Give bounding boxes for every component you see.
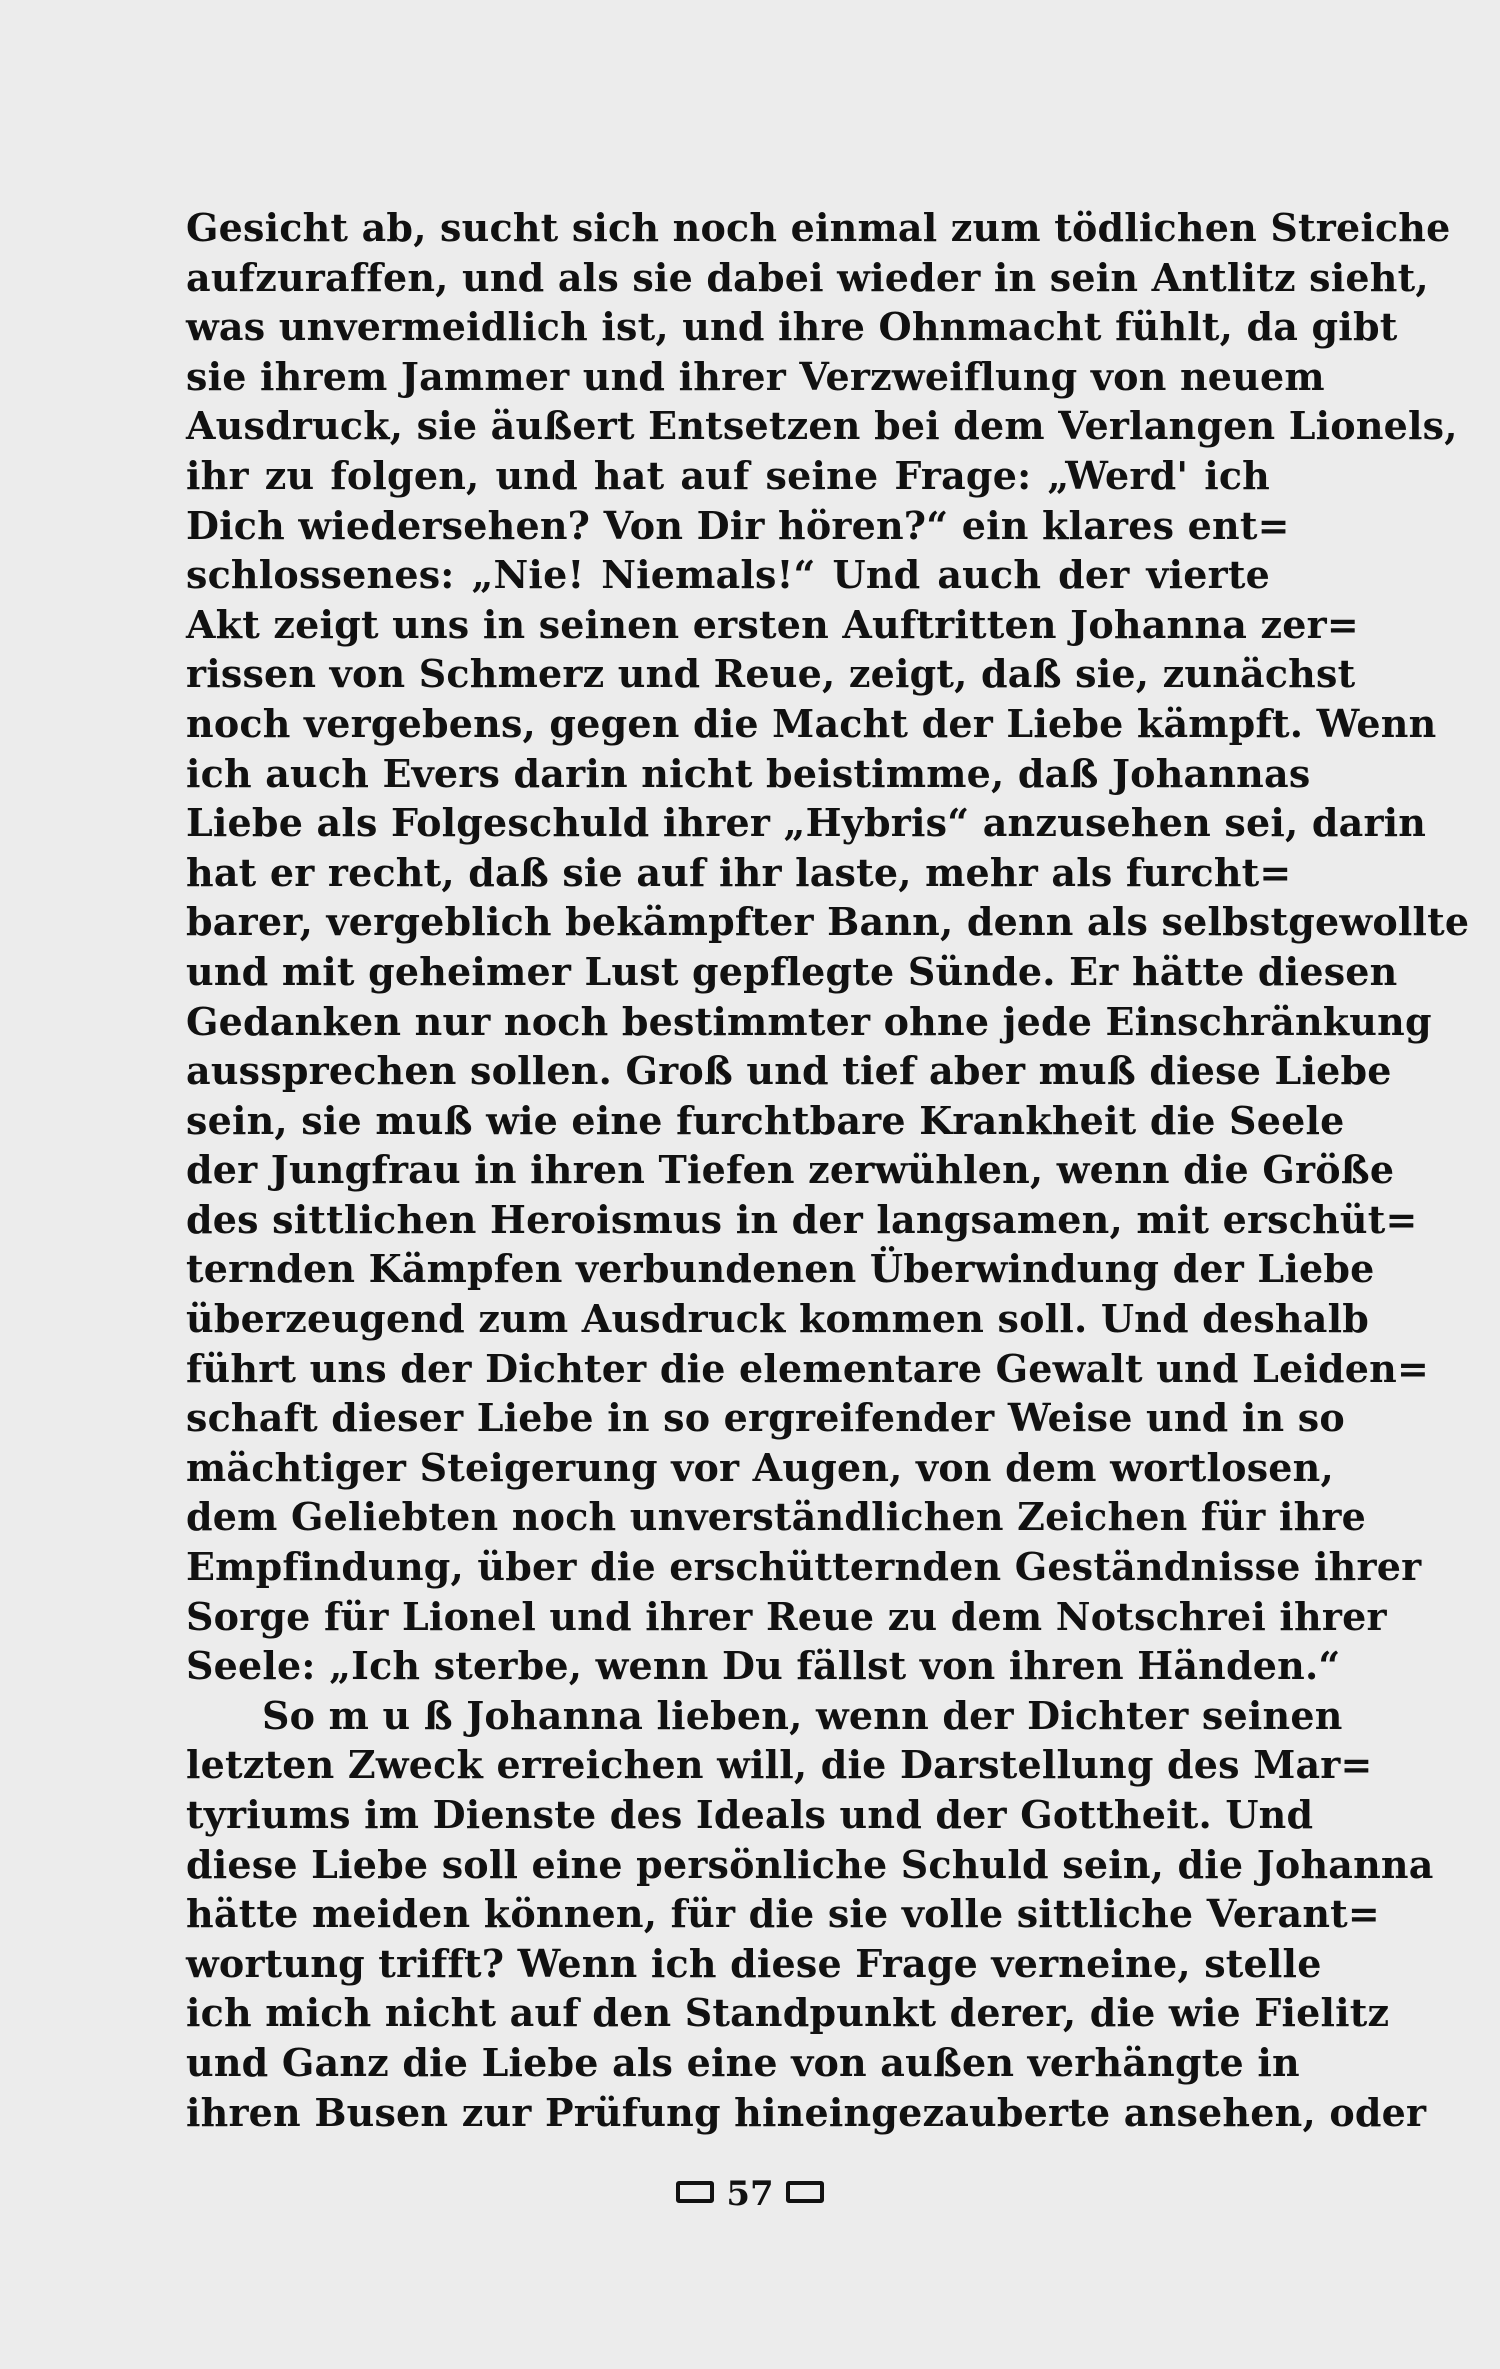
text-line: barer, vergeblich bekämpfter Bann, denn als selbstgewollte [186,899,1470,945]
text-line: Akt zeigt uns in seinen ersten Auftritten Johanna zer= [186,601,1359,647]
text-line: was unvermeidlich ist, und ihre Ohnmacht fühlt, da gibt [186,304,1398,350]
text-line: aussprechen sollen. Groß und tief aber muß diese Liebe [186,1048,1392,1094]
text-line: hat er recht, daß sie auf ihr laste, mehr als furcht= [186,849,1292,895]
text-line: des sittlichen Heroismus in der langsamen, mit erschüt= [186,1196,1418,1242]
text-line: ich auch Evers darin nicht beistimme, daß Johannas [186,750,1311,796]
text-line: Empfindung, über die erschütternden Geständnisse ihrer [186,1544,1422,1590]
text-line: wortung trifft? Wenn ich diese Frage verneine, stelle [186,1940,1322,1986]
text-line: Ausdruck, sie äußert Entsetzen bei dem Verlangen Lionels, [186,403,1458,449]
text-line: schaft dieser Liebe in so ergreifender Weise und in so [186,1395,1345,1441]
text-line: dem Geliebten noch unverständlichen Zeichen für ihre [186,1494,1366,1540]
text-line: letzten Zweck erreichen will, die Darstellung des Mar= [186,1742,1373,1788]
text-line: ternden Kämpfen verbundenen Überwindung der Liebe [186,1246,1375,1292]
text-line: hätte meiden können, für die sie volle sittliche Verant= [186,1891,1380,1937]
text-line: Dich wiedersehen? Von Dir hören?“ ein klares ent= [186,502,1290,548]
text-line: ich mich nicht auf den Standpunkt derer, die wie Fielitz [186,1990,1390,2036]
text-line: ihr zu folgen, und hat auf seine Frage: „Werd' ich [186,452,1270,498]
text-line: noch vergebens, gegen die Macht der Liebe kämpft. Wenn [186,700,1437,746]
text-line: führt uns der Dichter die elementare Gewalt und Leiden= [186,1345,1430,1391]
paragraph-start-line: So m u ß Johanna lieben, wenn der Dichter seinen [262,1692,1343,1738]
page-number [0,2172,1500,2214]
text-line: überzeugend zum Ausdruck kommen soll. Und deshalb [186,1296,1369,1342]
text-line: Gesicht ab, sucht sich noch einmal zum tödlichen Streiche [186,205,1451,250]
text-line: und mit geheimer Lust gepflegte Sünde. Er hätte diesen [186,948,1398,994]
text-line: ihren Busen zur Prüfung hineingezauberte ansehen, oder [186,2089,1427,2135]
text-line: mächtiger Steigerung vor Augen, von dem wortlosen, [186,1444,1334,1490]
text-line: sein, sie muß wie eine furchtbare Krankheit die Seele [186,1097,1345,1143]
text-line: der Jungfrau in ihren Tiefen zerwühlen, wenn die Größe [186,1147,1395,1193]
ornament-box-icon [786,2181,824,2203]
text-line: und Ganz die Liebe als eine von außen verhängte in [186,2039,1300,2085]
text-line: aufzuraffen, und als sie dabei wieder in sein Antlitz sieht, [186,254,1429,300]
text-line: schlossenes: „Nie! Niemals!“ Und auch der vierte [186,552,1270,598]
body-text [186,203,1470,2137]
text-line: Liebe als Folgeschuld ihrer „Hybris“ anzusehen sei, darin [186,800,1427,846]
text-line: rissen von Schmerz und Reue, zeigt, daß sie, zunächst [186,651,1356,697]
paragraph-end-line: Seele: „Ich sterbe, wenn Du fällst von ihren Händen.“ [186,1643,1341,1689]
text-line: Sorge für Lionel und ihrer Reue zu dem Notschrei ihrer [186,1593,1387,1639]
text-line: sie ihrem Jammer und ihrer Verzweiflung von neuem [186,353,1325,399]
page-number-text: 57 [726,2174,774,2214]
ornament-box-icon [676,2181,714,2203]
text-line: Gedanken nur noch bestimmter ohne jede Einschränkung [186,998,1432,1044]
text-line: tyriums im Dienste des Ideals und der Gottheit. Und [186,1792,1314,1837]
text-line: diese Liebe soll eine persönliche Schuld sein, die Johanna [186,1841,1434,1887]
